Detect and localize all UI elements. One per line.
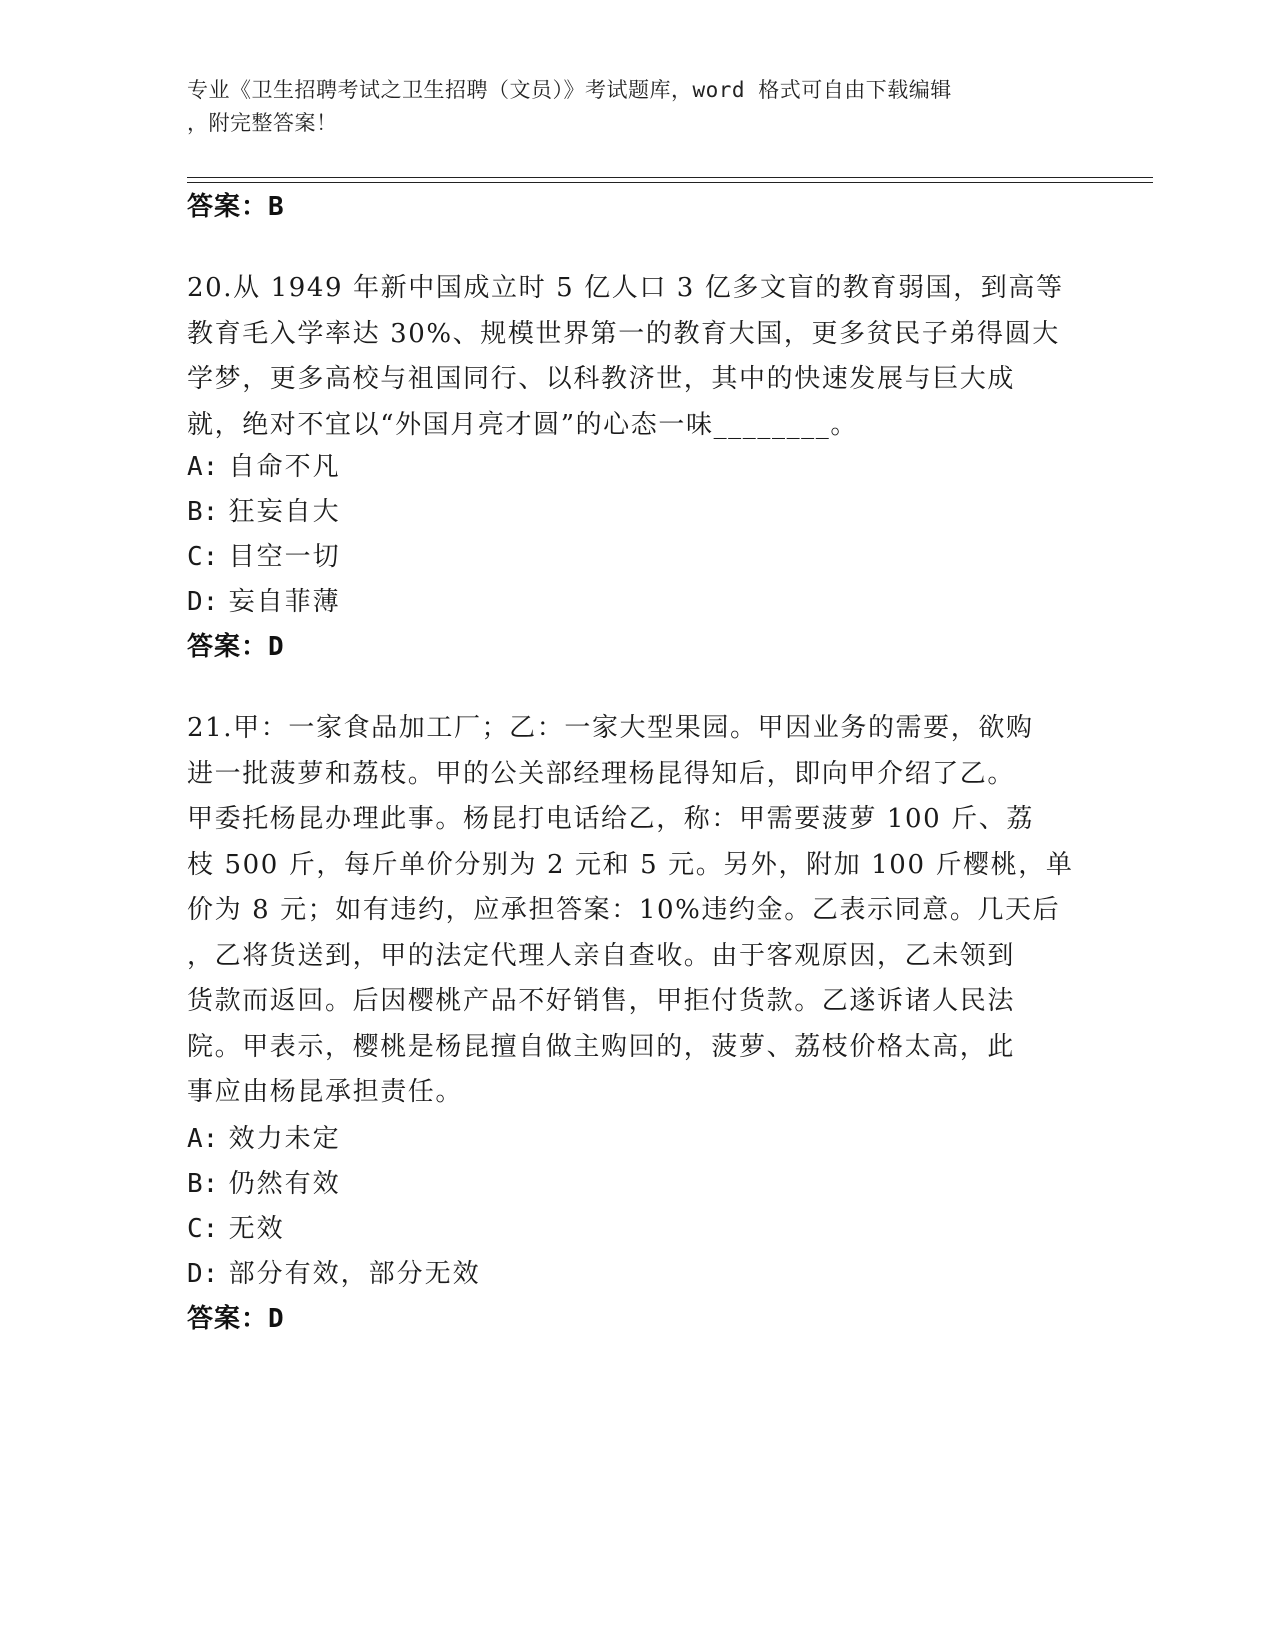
question-line: 甲委托杨昆办理此事。杨昆打电话给乙，称：甲需要菠萝 100 斤、荔 — [187, 804, 1034, 834]
option-a — [187, 446, 341, 483]
header-divider — [187, 177, 1153, 183]
option-letter: A: — [187, 452, 219, 482]
option-text: 狂妄自大 — [228, 497, 341, 527]
option-text: 仍然有效 — [228, 1169, 341, 1199]
option-letter: D: — [187, 1259, 219, 1289]
option-text: 目空一切 — [228, 542, 341, 572]
option-text: 部分有效，部分无效 — [228, 1259, 481, 1289]
option-b — [187, 1163, 341, 1200]
option-d — [187, 1253, 481, 1290]
question-line: 就，绝对不宜以“外国月亮才圆”的心态一味________。 — [187, 409, 858, 440]
question-line: 教育毛入学率达 30%、规模世界第一的教育大国，更多贫民子弟得圆大 — [187, 318, 1060, 349]
question-line: 事应由杨昆承担责任。 — [187, 1077, 464, 1107]
option-letter: C: — [187, 542, 219, 572]
option-d — [187, 581, 341, 618]
previous-answer: 答案：B — [187, 192, 285, 222]
question-line: 货款而返回。后因樱桃产品不好销售，甲拒付货款。乙遂诉诸人民法 — [187, 986, 1016, 1016]
option-letter: B: — [187, 497, 219, 527]
question-line: 21.甲：一家食品加工厂；乙：一家大型果园。甲因业务的需要，欲购 — [187, 713, 1034, 743]
question-21-answer: 答案：D — [187, 1304, 285, 1334]
option-text: 自命不凡 — [228, 452, 341, 482]
question-line: 价为 8 元；如有违约，应承担答案：10%违约金。乙表示同意。几天后 — [187, 895, 1061, 925]
question-line: 院。甲表示，樱桃是杨昆擅自做主购回的，菠萝、荔枝价格太高，此 — [187, 1031, 1016, 1062]
option-letter: C: — [187, 1214, 219, 1244]
option-b — [187, 491, 341, 528]
option-c — [187, 536, 341, 573]
question-21 — [187, 706, 1087, 1116]
question-line: 枝 500 斤，每斤单价分别为 2 元和 5 元。另外，附加 100 斤樱桃，单 — [187, 849, 1074, 880]
option-a — [187, 1118, 341, 1155]
page-header — [187, 74, 1067, 140]
option-c — [187, 1208, 285, 1245]
question-20 — [187, 266, 1087, 448]
option-letter: B: — [187, 1169, 219, 1199]
question-line: 20.从 1949 年新中国成立时 5 亿人口 3 亿多文盲的教育弱国，到高等 — [187, 273, 1064, 303]
option-text: 无效 — [228, 1214, 285, 1244]
header-line-1: 专业《卫生招聘考试之卫生招聘（文员）》考试题库，word 格式可自由下载编辑 — [187, 78, 952, 102]
option-letter: A: — [187, 1124, 219, 1154]
header-line-2: ，附完整答案！ — [187, 111, 338, 135]
option-text: 妄自菲薄 — [228, 587, 341, 617]
option-text: 效力未定 — [228, 1124, 341, 1154]
question-line: ，乙将货送到，甲的法定代理人亲自查收。由于客观原因，乙未领到 — [187, 940, 1016, 971]
question-line: 进一批菠萝和荔枝。甲的公关部经理杨昆得知后，即向甲介绍了乙。 — [187, 758, 1016, 789]
question-20-answer: 答案：D — [187, 632, 285, 662]
question-line: 学梦，更多高校与祖国同行、以科教济世，其中的快速发展与巨大成 — [187, 364, 1016, 394]
option-letter: D: — [187, 587, 219, 617]
